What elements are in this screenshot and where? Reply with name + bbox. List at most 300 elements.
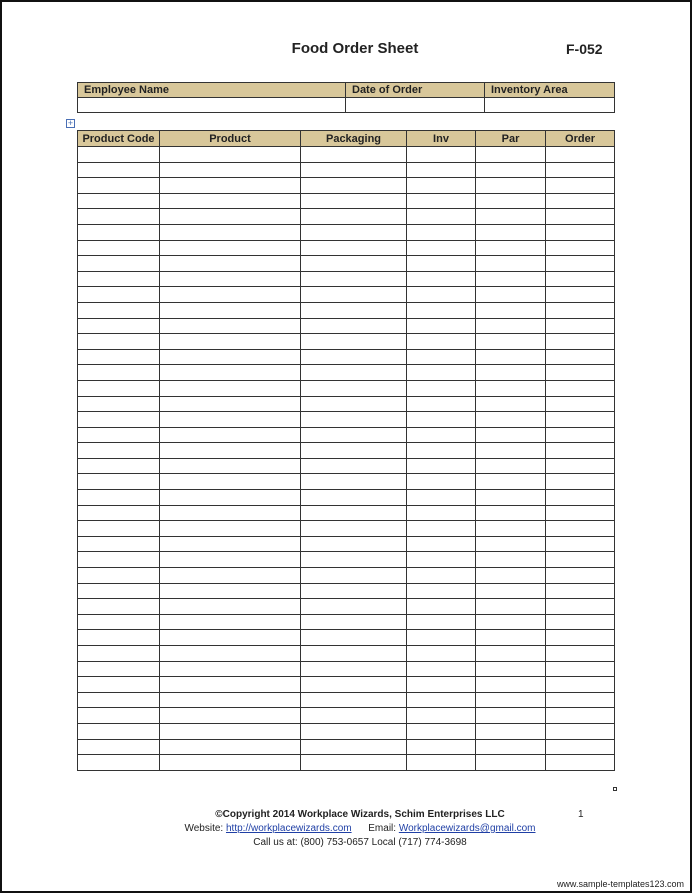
table-cell[interactable] — [160, 178, 301, 194]
table-cell[interactable] — [301, 646, 407, 662]
table-cell[interactable] — [407, 380, 476, 396]
table-cell[interactable] — [160, 380, 301, 396]
table-cell[interactable] — [476, 365, 546, 381]
table-cell[interactable] — [476, 162, 546, 178]
table-cell[interactable] — [78, 193, 160, 209]
table-cell[interactable] — [301, 380, 407, 396]
employee-info-header-row — [78, 83, 615, 98]
table-cell[interactable] — [78, 505, 160, 521]
table-cell[interactable] — [301, 318, 407, 334]
column-header-par: Par — [476, 131, 546, 147]
employee-info-value-row — [78, 98, 615, 113]
table-row — [78, 755, 615, 771]
table-row — [78, 396, 615, 412]
table-cell[interactable] — [476, 536, 546, 552]
table-cell[interactable] — [78, 521, 160, 537]
table-row — [78, 490, 615, 506]
table-cell[interactable] — [160, 458, 301, 474]
table-cell[interactable] — [301, 630, 407, 646]
table-cell[interactable] — [476, 614, 546, 630]
table-cell[interactable] — [78, 271, 160, 287]
table-cell[interactable] — [301, 614, 407, 630]
table-row — [78, 287, 615, 303]
table-cell[interactable] — [78, 630, 160, 646]
table-row — [78, 193, 615, 209]
table-cell[interactable] — [160, 256, 301, 272]
footer-copyright: ©Copyright 2014 Workplace Wizards, Schim Enterprises LLC — [215, 809, 505, 820]
table-cell[interactable] — [160, 646, 301, 662]
table-cell[interactable] — [407, 599, 476, 615]
table-cell[interactable] — [301, 661, 407, 677]
table-row — [78, 412, 615, 428]
table-cell[interactable] — [546, 147, 615, 163]
employee-name-header: Employee Name — [78, 83, 346, 98]
table-row — [78, 739, 615, 755]
table-cell[interactable] — [546, 677, 615, 693]
table-cell[interactable] — [301, 583, 407, 599]
table-row — [78, 224, 615, 240]
table-cell[interactable] — [301, 443, 407, 459]
table-cell[interactable] — [407, 240, 476, 256]
page-number: 1 — [578, 809, 584, 820]
table-cell[interactable] — [301, 474, 407, 490]
table-cell[interactable] — [476, 427, 546, 443]
table-cell[interactable] — [407, 521, 476, 537]
table-cell[interactable] — [301, 193, 407, 209]
table-cell[interactable] — [78, 412, 160, 428]
table-cell[interactable] — [476, 349, 546, 365]
table-cell[interactable] — [160, 599, 301, 615]
table-cell[interactable] — [476, 209, 546, 225]
table-cell[interactable] — [546, 583, 615, 599]
table-row — [78, 271, 615, 287]
table-cell[interactable] — [546, 505, 615, 521]
table-cell[interactable] — [407, 443, 476, 459]
column-header-packaging: Packaging — [301, 131, 407, 147]
table-cell[interactable] — [301, 162, 407, 178]
table-cell[interactable] — [78, 396, 160, 412]
table-cell[interactable] — [546, 536, 615, 552]
table-row — [78, 427, 615, 443]
table-cell[interactable] — [546, 443, 615, 459]
table-cell[interactable] — [476, 490, 546, 506]
table-cell[interactable] — [476, 677, 546, 693]
table-move-handle-icon[interactable]: + — [67, 118, 74, 128]
table-cell[interactable] — [407, 302, 476, 318]
table-cell[interactable] — [78, 443, 160, 459]
table-cell[interactable] — [160, 490, 301, 506]
table-row — [78, 521, 615, 537]
table-row — [78, 661, 615, 677]
table-cell[interactable] — [546, 427, 615, 443]
table-cell[interactable] — [476, 334, 546, 350]
table-cell[interactable] — [546, 209, 615, 225]
table-cell[interactable] — [78, 334, 160, 350]
table-cell[interactable] — [546, 318, 615, 334]
footer-phone: Call us at: (800) 753-0657 Local (717) 774-3698 — [253, 837, 467, 848]
table-cell[interactable] — [160, 614, 301, 630]
table-cell[interactable] — [160, 224, 301, 240]
table-cell[interactable] — [546, 396, 615, 412]
table-row — [78, 568, 615, 584]
table-cell[interactable] — [160, 677, 301, 693]
table-cell[interactable] — [160, 723, 301, 739]
footer-contact-line — [150, 822, 570, 836]
table-cell[interactable] — [78, 349, 160, 365]
table-cell[interactable] — [78, 723, 160, 739]
table-row — [78, 178, 615, 194]
table-cell[interactable] — [476, 552, 546, 568]
table-cell[interactable] — [407, 349, 476, 365]
table-cell[interactable] — [407, 224, 476, 240]
table-cell[interactable] — [160, 505, 301, 521]
table-cell[interactable] — [546, 334, 615, 350]
table-cell[interactable] — [546, 302, 615, 318]
table-cell[interactable] — [476, 412, 546, 428]
table-cell[interactable] — [546, 412, 615, 428]
column-header-inv: Inv — [407, 131, 476, 147]
table-row — [78, 365, 615, 381]
column-header-order: Order — [546, 131, 615, 147]
table-cell[interactable] — [407, 256, 476, 272]
table-cell[interactable] — [301, 271, 407, 287]
table-cell[interactable] — [160, 568, 301, 584]
table-cell[interactable] — [160, 474, 301, 490]
table-cell[interactable] — [160, 521, 301, 537]
table-cell[interactable] — [407, 708, 476, 724]
table-cell[interactable] — [160, 240, 301, 256]
table-cell[interactable] — [407, 646, 476, 662]
table-row — [78, 458, 615, 474]
table-cell[interactable] — [546, 739, 615, 755]
table-cell[interactable] — [301, 708, 407, 724]
table-cell[interactable] — [476, 568, 546, 584]
table-cell[interactable] — [78, 147, 160, 163]
table-cell[interactable] — [546, 630, 615, 646]
footer — [150, 808, 570, 850]
table-cell[interactable] — [476, 646, 546, 662]
table-cell[interactable] — [301, 256, 407, 272]
table-cell[interactable] — [78, 209, 160, 225]
table-row — [78, 723, 615, 739]
table-cell[interactable] — [78, 599, 160, 615]
table-cell[interactable] — [407, 536, 476, 552]
table-cell[interactable] — [301, 521, 407, 537]
table-cell[interactable] — [407, 209, 476, 225]
table-cell[interactable] — [78, 240, 160, 256]
table-cell[interactable] — [301, 365, 407, 381]
table-cell[interactable] — [301, 536, 407, 552]
table-row — [78, 599, 615, 615]
table-cell[interactable] — [476, 224, 546, 240]
table-resize-handle[interactable] — [613, 787, 617, 791]
inventory-area-field[interactable] — [485, 98, 615, 113]
table-cell[interactable] — [476, 256, 546, 272]
watermark: www.sample-templates123.com — [556, 879, 684, 889]
table-cell[interactable] — [301, 427, 407, 443]
table-cell[interactable] — [476, 630, 546, 646]
table-cell[interactable] — [160, 334, 301, 350]
table-cell[interactable] — [301, 240, 407, 256]
table-cell[interactable] — [546, 755, 615, 771]
table-cell[interactable] — [160, 147, 301, 163]
table-cell[interactable] — [546, 380, 615, 396]
table-cell[interactable] — [407, 755, 476, 771]
table-cell[interactable] — [78, 380, 160, 396]
table-cell[interactable] — [78, 568, 160, 584]
table-cell[interactable] — [407, 614, 476, 630]
table-cell[interactable] — [160, 349, 301, 365]
table-cell[interactable] — [301, 755, 407, 771]
table-cell[interactable] — [407, 412, 476, 428]
table-cell[interactable] — [407, 505, 476, 521]
table-cell[interactable] — [476, 739, 546, 755]
table-cell[interactable] — [476, 583, 546, 599]
table-cell[interactable] — [476, 723, 546, 739]
table-cell[interactable] — [160, 427, 301, 443]
table-cell[interactable] — [160, 287, 301, 303]
employee-name-field[interactable] — [78, 98, 346, 113]
table-cell[interactable] — [546, 178, 615, 194]
table-row — [78, 147, 615, 163]
table-cell[interactable] — [160, 536, 301, 552]
table-cell[interactable] — [301, 147, 407, 163]
table-cell[interactable] — [476, 661, 546, 677]
table-cell[interactable] — [78, 474, 160, 490]
table-cell[interactable] — [160, 365, 301, 381]
table-cell[interactable] — [546, 646, 615, 662]
table-cell[interactable] — [78, 287, 160, 303]
table-row — [78, 536, 615, 552]
table-cell[interactable] — [546, 365, 615, 381]
date-of-order-field[interactable] — [346, 98, 485, 113]
table-cell[interactable] — [476, 396, 546, 412]
table-cell[interactable] — [407, 661, 476, 677]
table-cell[interactable] — [301, 302, 407, 318]
table-cell[interactable] — [301, 209, 407, 225]
table-row — [78, 630, 615, 646]
table-cell[interactable] — [301, 723, 407, 739]
table-cell[interactable] — [476, 178, 546, 194]
table-cell[interactable] — [160, 552, 301, 568]
table-cell[interactable] — [476, 240, 546, 256]
table-cell[interactable] — [78, 490, 160, 506]
table-cell[interactable] — [78, 458, 160, 474]
table-cell[interactable] — [301, 287, 407, 303]
table-cell[interactable] — [546, 490, 615, 506]
table-cell[interactable] — [160, 302, 301, 318]
table-cell[interactable] — [476, 599, 546, 615]
table-cell[interactable] — [407, 583, 476, 599]
table-cell[interactable] — [546, 614, 615, 630]
table-cell[interactable] — [476, 287, 546, 303]
table-cell[interactable] — [160, 583, 301, 599]
table-cell[interactable] — [301, 568, 407, 584]
table-cell[interactable] — [546, 271, 615, 287]
table-cell[interactable] — [407, 692, 476, 708]
table-row — [78, 302, 615, 318]
table-cell[interactable] — [160, 412, 301, 428]
table-cell[interactable] — [78, 536, 160, 552]
table-cell[interactable] — [78, 318, 160, 334]
table-cell[interactable] — [78, 755, 160, 771]
table-cell[interactable] — [407, 474, 476, 490]
table-cell[interactable] — [78, 162, 160, 178]
website-label: Website: — [184, 823, 224, 834]
table-cell[interactable] — [407, 552, 476, 568]
table-cell[interactable] — [546, 708, 615, 724]
email-link[interactable]: Workplacewizards@gmail.com — [398, 823, 536, 834]
table-cell[interactable] — [78, 646, 160, 662]
table-cell[interactable] — [160, 318, 301, 334]
table-cell[interactable] — [407, 677, 476, 693]
table-cell[interactable] — [160, 271, 301, 287]
table-cell[interactable] — [160, 692, 301, 708]
table-cell[interactable] — [476, 318, 546, 334]
table-row — [78, 692, 615, 708]
table-cell[interactable] — [546, 349, 615, 365]
website-link[interactable]: http://workplacewizards.com — [225, 823, 352, 834]
table-cell[interactable] — [476, 443, 546, 459]
table-cell[interactable] — [546, 162, 615, 178]
table-cell[interactable] — [476, 692, 546, 708]
table-cell[interactable] — [160, 443, 301, 459]
table-cell[interactable] — [546, 568, 615, 584]
table-cell[interactable] — [407, 723, 476, 739]
table-cell[interactable] — [407, 490, 476, 506]
table-row — [78, 240, 615, 256]
table-cell[interactable] — [476, 380, 546, 396]
table-cell[interactable] — [476, 193, 546, 209]
table-cell[interactable] — [546, 552, 615, 568]
table-cell[interactable] — [301, 692, 407, 708]
table-cell[interactable] — [407, 271, 476, 287]
table-cell[interactable] — [78, 256, 160, 272]
table-cell[interactable] — [407, 365, 476, 381]
table-cell[interactable] — [78, 708, 160, 724]
table-cell[interactable] — [476, 271, 546, 287]
table-cell[interactable] — [546, 193, 615, 209]
table-row — [78, 318, 615, 334]
table-cell[interactable] — [476, 302, 546, 318]
order-table-header-row — [78, 131, 615, 147]
table-cell[interactable] — [301, 490, 407, 506]
table-cell[interactable] — [160, 209, 301, 225]
table-cell[interactable] — [301, 412, 407, 428]
table-cell[interactable] — [407, 287, 476, 303]
table-cell[interactable] — [407, 630, 476, 646]
table-cell[interactable] — [301, 396, 407, 412]
table-cell[interactable] — [78, 739, 160, 755]
table-cell[interactable] — [160, 708, 301, 724]
table-cell[interactable] — [407, 147, 476, 163]
table-cell[interactable] — [407, 568, 476, 584]
table-cell[interactable] — [407, 458, 476, 474]
table-cell[interactable] — [546, 692, 615, 708]
table-cell[interactable] — [546, 474, 615, 490]
table-cell[interactable] — [546, 723, 615, 739]
table-cell[interactable] — [78, 427, 160, 443]
table-row — [78, 474, 615, 490]
table-cell[interactable] — [160, 630, 301, 646]
table-row — [78, 443, 615, 459]
table-row — [78, 583, 615, 599]
table-cell[interactable] — [160, 162, 301, 178]
table-cell[interactable] — [476, 458, 546, 474]
table-cell[interactable] — [407, 396, 476, 412]
table-cell[interactable] — [78, 552, 160, 568]
table-cell[interactable] — [476, 708, 546, 724]
table-cell[interactable] — [160, 739, 301, 755]
table-cell[interactable] — [546, 599, 615, 615]
table-cell[interactable] — [301, 178, 407, 194]
table-cell[interactable] — [301, 349, 407, 365]
table-cell[interactable] — [546, 661, 615, 677]
table-row — [78, 505, 615, 521]
table-cell[interactable] — [160, 755, 301, 771]
table-row — [78, 646, 615, 662]
form-code: F-052 — [566, 41, 603, 57]
table-cell[interactable] — [301, 458, 407, 474]
table-row — [78, 708, 615, 724]
table-row — [78, 552, 615, 568]
table-cell[interactable] — [78, 302, 160, 318]
table-cell[interactable] — [407, 193, 476, 209]
table-cell[interactable] — [301, 677, 407, 693]
table-cell[interactable] — [160, 396, 301, 412]
table-cell[interactable] — [546, 458, 615, 474]
table-cell[interactable] — [301, 599, 407, 615]
table-row — [78, 334, 615, 350]
table-cell[interactable] — [78, 583, 160, 599]
table-cell[interactable] — [78, 692, 160, 708]
table-cell[interactable] — [476, 755, 546, 771]
table-cell[interactable] — [407, 427, 476, 443]
table-cell[interactable] — [546, 240, 615, 256]
table-row — [78, 614, 615, 630]
table-cell[interactable] — [407, 318, 476, 334]
table-cell[interactable] — [301, 739, 407, 755]
table-cell[interactable] — [546, 521, 615, 537]
table-cell[interactable] — [407, 334, 476, 350]
table-cell[interactable] — [476, 521, 546, 537]
table-cell[interactable] — [407, 162, 476, 178]
table-cell[interactable] — [546, 224, 615, 240]
table-cell[interactable] — [301, 334, 407, 350]
table-cell[interactable] — [301, 505, 407, 521]
table-cell[interactable] — [476, 505, 546, 521]
table-cell[interactable] — [301, 552, 407, 568]
table-cell[interactable] — [78, 178, 160, 194]
table-cell[interactable] — [476, 474, 546, 490]
table-cell[interactable] — [78, 224, 160, 240]
table-row — [78, 256, 615, 272]
table-row — [78, 349, 615, 365]
table-row — [78, 209, 615, 225]
table-cell[interactable] — [160, 661, 301, 677]
table-cell[interactable] — [407, 178, 476, 194]
table-cell[interactable] — [301, 224, 407, 240]
table-cell[interactable] — [476, 147, 546, 163]
table-cell[interactable] — [78, 365, 160, 381]
table-cell[interactable] — [78, 614, 160, 630]
table-cell[interactable] — [546, 287, 615, 303]
table-cell[interactable] — [78, 677, 160, 693]
table-cell[interactable] — [160, 193, 301, 209]
table-cell[interactable] — [546, 256, 615, 272]
table-cell[interactable] — [78, 661, 160, 677]
table-cell[interactable] — [407, 739, 476, 755]
